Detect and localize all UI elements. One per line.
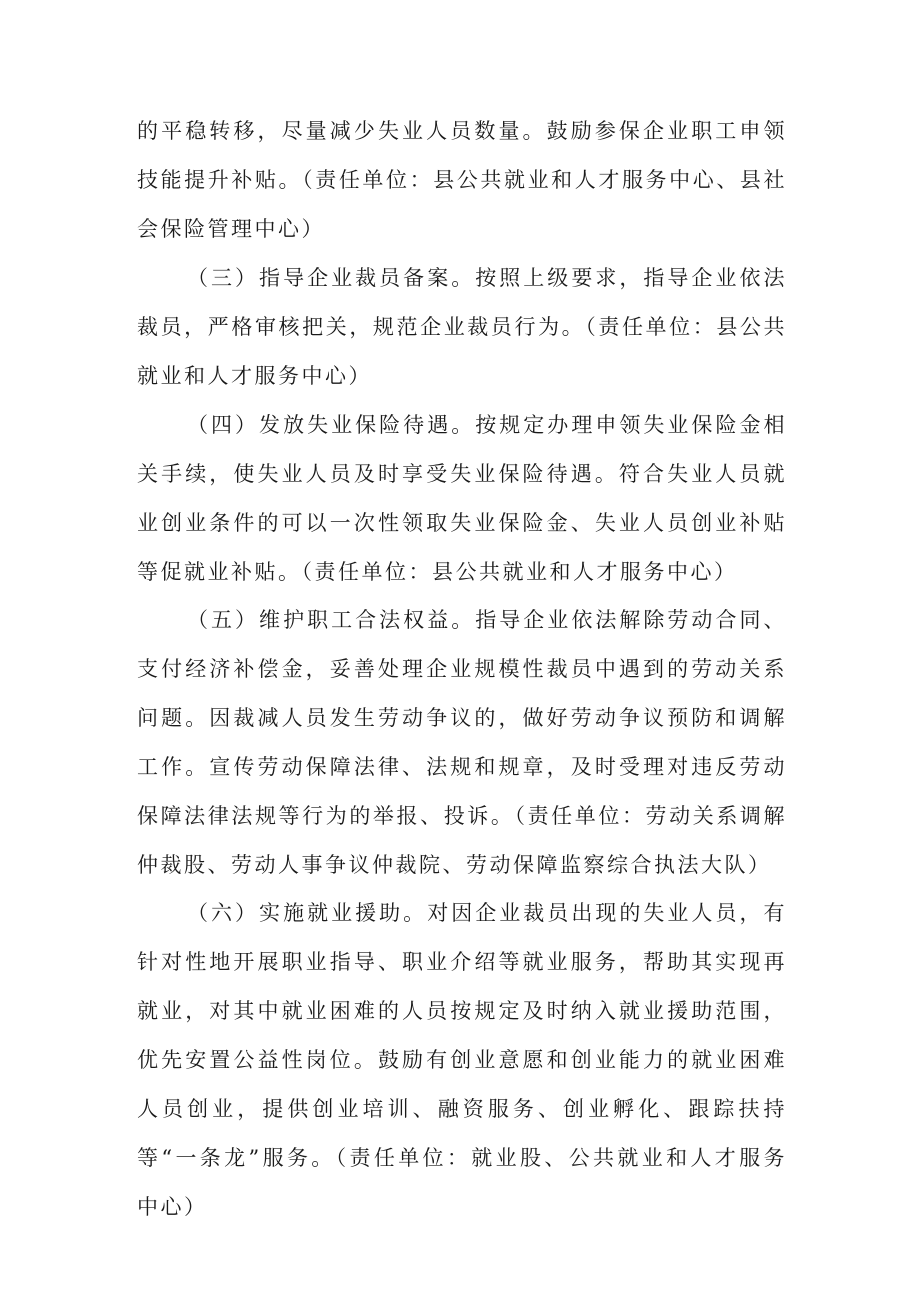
paragraph-section-6: （六）实施就业援助。对因企业裁员出现的失业人员，有针对性地开展职业指导、职业介绍等就业服务，帮助其实现再就业，对其中就业困难的人员按规定及时纳入就业援助范围，优先安置公益性岗位。鼓励有创业意愿和创业能力的就业困难人员创业，提供创业培训、融资服务、创业孵化、跟踪扶持等“一条龙”服务。（责任单位：就业股、公共就业和人才服务中心） bbox=[137, 901, 787, 1219]
paragraph-continuation: 的平稳转移，尽量减少失业人员数量。鼓励参保企业职工申领技能提升补贴。（责任单位：县公共就业和人才服务中心、县社会保险管理中心） bbox=[137, 119, 787, 241]
paragraph-section-5: （五）维护职工合法权益。指导企业依法解除劳动合同、支付经济补偿金，妥善处理企业规模性裁员中遇到的劳动关系问题。因裁减人员发生劳动争议的，做好劳动争议预防和调解工作。宣传劳动保障法律、法规和规章，及时受理对违反劳动保障法律法规等行为的举报、投诉。（责任单位：劳动关系调解仲裁股、劳动人事争议仲裁院、劳动保障监察综合执法大队） bbox=[137, 608, 787, 877]
paragraph-section-3: （三）指导企业裁员备案。按照上级要求，指导企业依法裁员，严格审核把关，规范企业裁员行为。（责任单位：县公共就业和人才服务中心） bbox=[137, 266, 787, 388]
paragraph-section-4: （四）发放失业保险待遇。按规定办理申领失业保险金相关手续，使失业人员及时享受失业保险待遇。符合失业人员就业创业条件的可以一次性领取失业保险金、失业人员创业补贴等促就业补贴。（责任单位：县公共就业和人才服务中心） bbox=[137, 413, 787, 584]
